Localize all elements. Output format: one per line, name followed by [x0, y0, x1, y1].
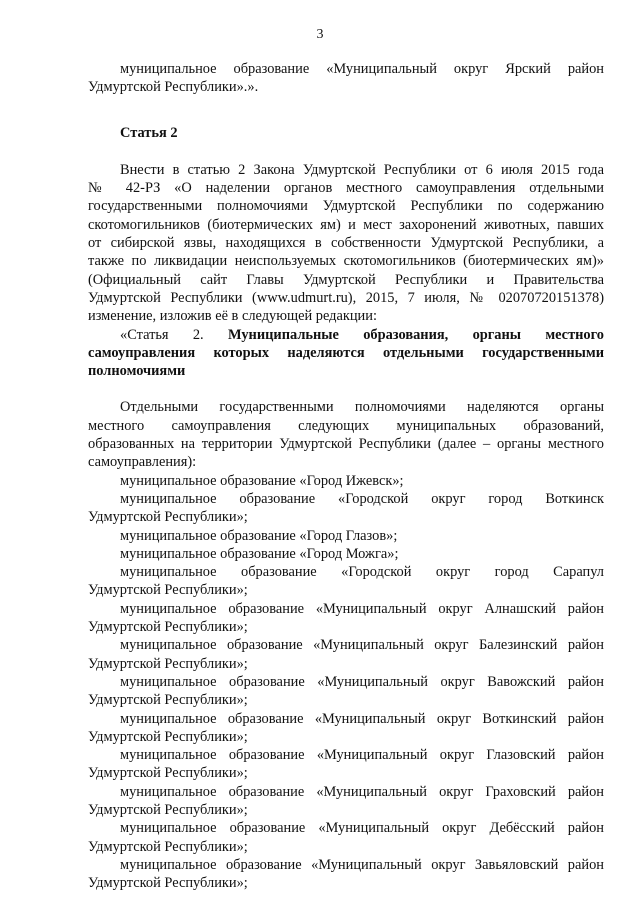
list-item-continuation: Удмуртской Республики»;	[88, 582, 248, 599]
list-item-continuation: Удмуртской Республики»;	[88, 838, 248, 855]
list-item: муниципальное образование «Муниципальный округ Глазовский район	[120, 747, 604, 764]
body-paragraph	[88, 398, 604, 471]
body-line-4: самоуправления):	[88, 454, 197, 471]
article-2-line-8: Удмуртской Республики (www.udmurt.ru), 2015, 7 июля, № 02070720151378)	[88, 289, 604, 306]
document-body	[88, 60, 604, 892]
list-item: муниципальное образование «Город Глазов»;	[120, 527, 398, 544]
list-item: муниципальное образование «Городской округ город Воткинск	[120, 490, 604, 507]
list-item-continuation: Удмуртской Республики»;	[88, 875, 248, 892]
body-line-3: образованных на территории Удмуртской Республики (далее – органы местного	[88, 436, 604, 453]
municipality-list	[88, 472, 604, 893]
article-2-line-9: изменение, изложив её в следующей редакции:	[88, 308, 377, 325]
list-item: муниципальное образование «Город Ижевск»;	[120, 472, 404, 489]
quoted-article-prefix: «Статья 2.	[120, 326, 204, 343]
quoted-article-line-1	[88, 326, 604, 344]
article-2-line-5: от сибирской язвы, находящихся в собственности Удмуртской Республики, а	[88, 235, 604, 252]
intro-paragraph	[88, 60, 604, 97]
quoted-article-title-3: полномочиями	[88, 363, 186, 380]
list-item: муниципальное образование «Муниципальный округ Дебёсский район	[120, 820, 604, 837]
page-number: 3	[316, 27, 324, 42]
article-2-title: Статья 2	[120, 124, 178, 141]
list-item: муниципальное образование «Муниципальный округ Вавожский район	[120, 673, 604, 690]
article-2-text	[88, 161, 604, 326]
quoted-article-heading	[88, 326, 604, 381]
intro-line-1: муниципальное образование «Муниципальный округ Ярский район	[120, 61, 604, 77]
list-item: муниципальное образование «Муниципальный округ Завьяловский район	[120, 856, 604, 873]
list-item: муниципальное образование «Муниципальный округ Алнашский район	[120, 600, 604, 617]
list-item: муниципальное образование «Муниципальный округ Граховский район	[120, 783, 604, 800]
quoted-article-title-2: самоуправления которых наделяются отдельными государственными	[88, 344, 604, 361]
list-item: муниципальное образование «Город Можга»;	[120, 545, 399, 562]
article-2-line-4: скотомогильников (биотермических ям) и мест захоронений животных, павших	[88, 216, 604, 233]
intro-line-2: Удмуртской Республики».».	[88, 79, 259, 96]
article-2-line-1: Внести в статью 2 Закона Удмуртской Республики от 6 июля 2015 года	[120, 161, 604, 178]
list-item-continuation: Удмуртской Республики»;	[88, 765, 248, 782]
article-2-line-2: № 42-РЗ «О наделении органов местного самоуправления отдельными	[88, 180, 604, 197]
list-item-continuation: Удмуртской Республики»;	[88, 728, 248, 745]
list-item-continuation: Удмуртской Республики»;	[88, 655, 248, 672]
list-item-continuation: Удмуртской Республики»;	[88, 801, 248, 818]
list-item: муниципальное образование «Городской округ город Сарапул	[120, 564, 604, 581]
body-line-1: Отдельными государственными полномочиями наделяются органы	[120, 399, 604, 416]
list-item: муниципальное образование «Муниципальный округ Балезинский район	[120, 637, 604, 654]
quoted-article-title-1: Муниципальные образования, органы местного	[227, 326, 604, 343]
article-2-line-3: государственными полномочиями Удмуртской Республики по содержанию	[88, 198, 604, 215]
list-item-continuation: Удмуртской Республики»;	[88, 692, 248, 709]
list-item: муниципальное образование «Муниципальный округ Воткинский район	[120, 710, 604, 727]
list-item-continuation: Удмуртской Республики»;	[88, 509, 248, 526]
article-2-line-6: также по ликвидации неиспользуемых скотомогильников (биотермических ям)»	[88, 253, 604, 270]
article-2-line-7: (Официальный сайт Главы Удмуртской Республики и Правительства	[88, 271, 604, 288]
list-item-continuation: Удмуртской Республики»;	[88, 619, 248, 636]
body-line-2: местного самоуправления следующих муниципальных образований,	[88, 417, 604, 434]
